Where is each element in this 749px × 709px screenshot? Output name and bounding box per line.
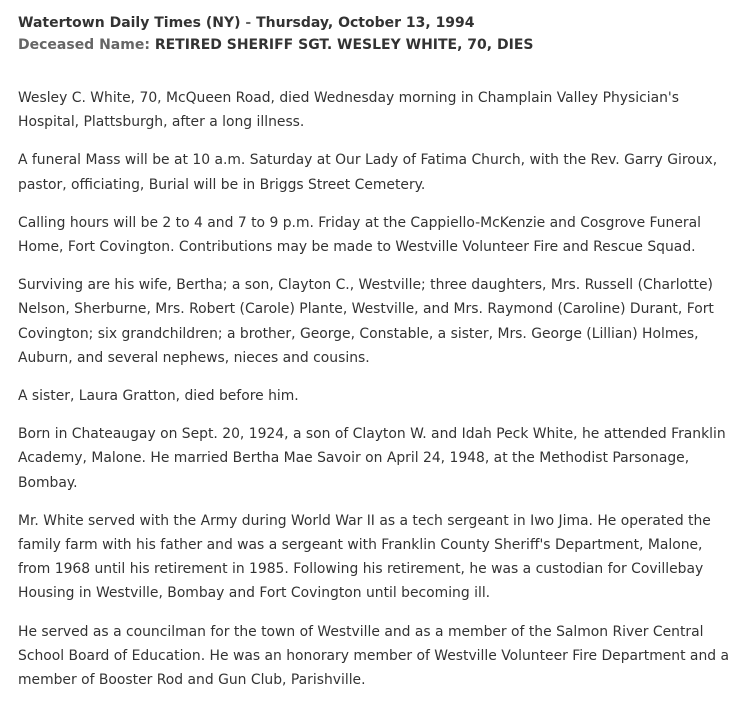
obituary-body xyxy=(18,86,731,692)
obituary-header xyxy=(18,12,731,56)
paragraph-7: Mr. White served with the Army during World War II as a tech sergeant in Iwo Jima. He operated the family farm with his father and was a sergeant with Franklin County Sheriff's Department, Malone, from 1968 until his retirement in 1985. Following his retirement, he was a custodian for Covillebay Housing in Westville, Bombay and Fort Covington until becoming ill. xyxy=(18,512,711,602)
paragraph-5: A sister, Laura Gratton, died before him. xyxy=(18,388,299,405)
paragraph-6: Born in Chateaugay on Sept. 20, 1924, a son of Clayton W. and Idah Peck White, he attended Franklin Academy, Malone. He married Bertha Mae Savoir on April 24, 1948, at the Methodist Parsonage, Bombay. xyxy=(18,426,726,491)
deceased-label: Deceased Name: xyxy=(18,37,150,53)
header-separator: - xyxy=(240,15,257,31)
publication-date: Thursday, October 13, 1994 xyxy=(256,15,475,31)
paragraph-1: Wesley C. White, 70, McQueen Road, died Wednesday morning in Champlain Valley Physician's Hospital, Plattsburgh, after a long illness. xyxy=(18,90,679,131)
publication-line xyxy=(18,12,731,34)
publication-name: Watertown Daily Times (NY) xyxy=(18,15,241,31)
paragraph-3: Calling hours will be 2 to 4 and 7 to 9 p.m. Friday at the Cappiello-McKenzie and Cosgrove Funeral Home, Fort Covington. Contributions may be made to Westville Volunteer Fire and Rescue Squad. xyxy=(18,214,701,256)
paragraph-4: Surviving are his wife, Bertha; a son, Clayton C., Westville; three daughters, Mrs. Russell (Charlotte) Nelson, Sherburne, Mrs. Robert (Carole) Plante, Westville, and Mrs. Raymond (Caroline) Durant, Fort Covington; six grandchildren; a brother, George, Constable, a sister, Mrs. George (Lillian) Holmes, Auburn, and several nephews, nieces and cousins. xyxy=(18,277,714,366)
paragraph-2: A funeral Mass will be at 10 a.m. Saturday at Our Lady of Fatima Church, with the Rev. Garry Giroux, pastor, officiating, Burial will be in Briggs Street Cemetery. xyxy=(18,152,718,193)
paragraph-8: He served as a councilman for the town of Westville and as a member of the Salmon River Central School Board of Education. He was an honorary member of Westville Volunteer Fire Department and a member of Booster Rod and Gun Club, Parishville. xyxy=(18,623,729,689)
deceased-title: RETIRED SHERIFF SGT. WESLEY WHITE, 70, DIES xyxy=(154,37,534,53)
deceased-line xyxy=(18,34,731,56)
